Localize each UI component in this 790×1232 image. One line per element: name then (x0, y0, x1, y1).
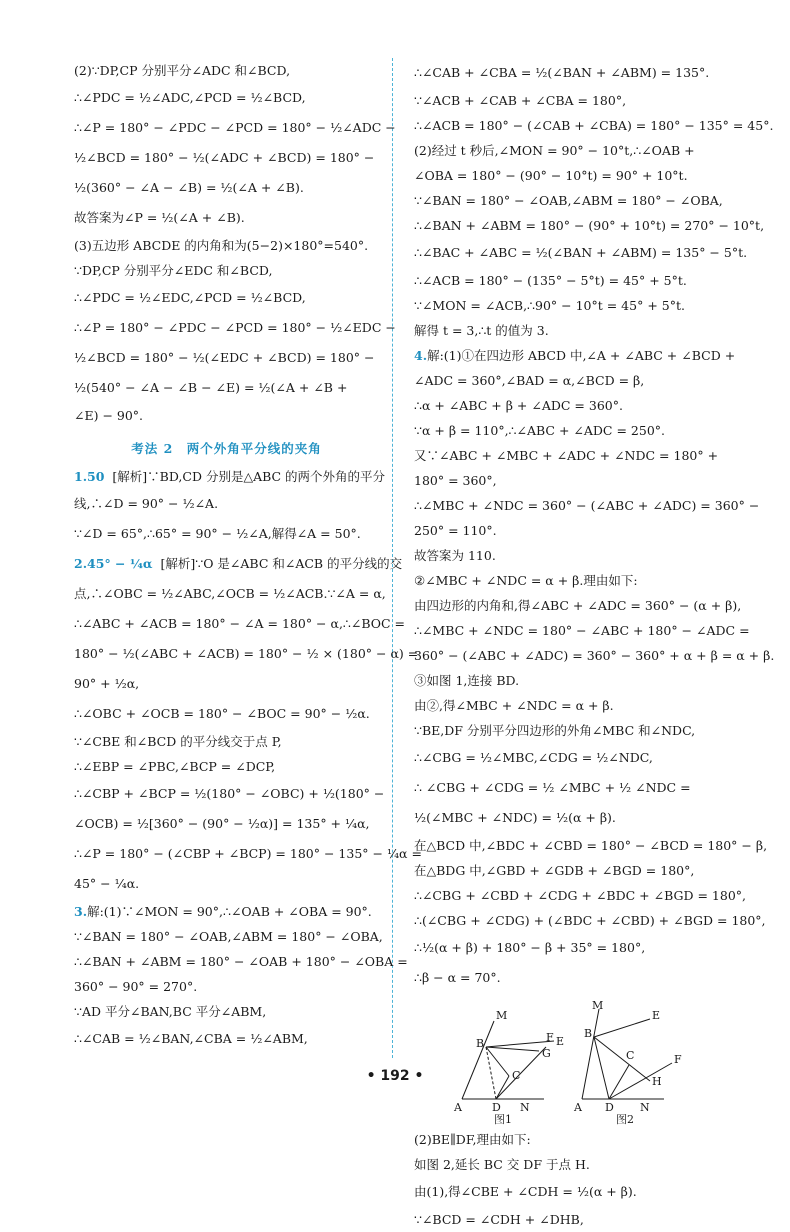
text-line: ∴∠CBG + ∠CBD + ∠CDG + ∠BDC + ∠BGD = 180°, (414, 888, 747, 903)
geometry-figures (414, 999, 719, 1126)
text-line: ∴∠CBP + ∠BCP = ½(180° − ∠OBC) + ½(180° − (74, 786, 385, 801)
text-line: 180° = 360°, (414, 473, 497, 488)
text-line: ∴∠ACB = 180° − (135° − 5°t) = 45° + 5°t. (414, 273, 687, 288)
text-line: ∴∠EBP = ∠PBC,∠BCP = ∠DCP, (74, 759, 276, 774)
text-line: ∴½(α + β) + 180° − β + 35° = 180°, (414, 940, 646, 955)
fig2-label: B (584, 1027, 593, 1040)
text-line: 故答案为∠P = ½(∠A + ∠B). (74, 210, 245, 225)
text-line: ∴∠BAC + ∠ABC = ½(∠BAN + ∠ABM) = 135° − 5°t. (414, 245, 748, 260)
text-line: 360° − (∠ABC + ∠ADC) = 360° − 360° + α + β = α + β. (414, 648, 775, 663)
fig1-label: D (492, 1101, 501, 1114)
text-line: ∴(∠CBG + ∠CDG) + (∠BDC + ∠CBD) + ∠BGD = 180°, (414, 913, 766, 928)
fig1-label: B (476, 1037, 485, 1050)
text-line: ½(540° − ∠A − ∠B − ∠E) = ½(∠A + ∠B + (74, 380, 348, 395)
text-line: (2)∵DP,CP 分别平分∠ADC 和∠BCD, (74, 63, 291, 78)
section-title: 考法 2 两个外角平分线的夹角 (131, 441, 322, 456)
text-line: ③如图 1,连接 BD. (414, 673, 520, 688)
text-line: ∴∠OBC + ∠OCB = 180° − ∠BOC = 90° − ½α. (74, 706, 370, 721)
text-line: 故答案为 110. (414, 548, 496, 563)
text-line: ∵DP,CP 分别平分∠EDC 和∠BCD, (74, 263, 273, 278)
question-1-line (74, 464, 386, 489)
fig1-label: F (546, 1031, 554, 1044)
text-line: ②∠MBC + ∠NDC = α + β.理由如下: (414, 573, 638, 588)
fig2-label: D (605, 1101, 614, 1114)
fig1-label: N (520, 1101, 530, 1114)
text-line: 由四边形的内角和,得∠ABC + ∠ADC = 360° − (α + β), (414, 598, 742, 613)
text-line: ½(∠MBC + ∠NDC) = ½(α + β). (414, 810, 616, 825)
fig1-label: M (496, 1009, 508, 1022)
fig2-label: M (592, 999, 604, 1012)
text-line: ∴∠CBG = ½∠MBC,∠CDG = ½∠NDC, (414, 750, 653, 765)
text-line: ½∠BCD = 180° − ½(∠EDC + ∠BCD) = 180° − (74, 350, 375, 365)
text-line: [解析]∵BD,CD 分别是△ABC 的两个外角的平分 (112, 469, 386, 484)
text-line: ∠ADC = 360°,∠BAD = α,∠BCD = β, (414, 373, 645, 388)
text-line: ∴∠ABC + ∠ACB = 180° − ∠A = 180° − α,∴∠BOC = (74, 616, 406, 631)
text-line: ∴∠P = 180° − ∠PDC − ∠PCD = 180° − ½∠EDC − (74, 320, 396, 335)
line-am (462, 1021, 494, 1099)
text-line: 解:(1)∵∠MON = 90°,∴∠OAB + ∠OBA = 90°. (87, 904, 372, 919)
text-line: ∴β − α = 70°. (414, 970, 501, 985)
text-line: ∴∠BAN + ∠ABM = 180° − (90° + 10°t) = 270° − 10°t, (414, 218, 765, 233)
fig2-label: A (574, 1101, 582, 1114)
text-line: ∴∠CAB = ½∠BAN,∠CBA = ½∠ABM, (74, 1031, 308, 1046)
text-line: 又∵∠ABC + ∠MBC + ∠ADC + ∠NDC = 180° + (414, 448, 719, 463)
text-line: ∵AD 平分∠BAN,BC 平分∠ABM, (74, 1004, 267, 1019)
fig1-label: G (542, 1047, 551, 1060)
text-line: ∵∠MON = ∠ACB,∴90° − 10°t = 45° + 5°t. (414, 298, 685, 313)
text-line: ∠E) − 90°. (74, 408, 144, 423)
text-line: ∵∠ACB + ∠CAB + ∠CBA = 180°, (414, 93, 627, 108)
question-3-line (74, 899, 379, 924)
text-line: 180° − ½(∠ABC + ∠ACB) = 180° − ½ × (180° − α) = (74, 646, 419, 661)
text-line: 由②,得∠MBC + ∠NDC = α + β. (414, 698, 614, 713)
fig1-label: E (556, 1035, 565, 1048)
text-line: 360° − 90° = 270°. (74, 979, 198, 994)
text-line: ∵BE,DF 分别平分四边形的外角∠MBC 和∠NDC, (414, 723, 696, 738)
text-line: ∴ ∠CBG + ∠CDG = ½ ∠MBC + ½ ∠NDC = (414, 780, 691, 795)
text-line: 在△BDG 中,∠GBD + ∠GDB + ∠BGD = 180°, (414, 863, 695, 878)
text-line: ∴∠PDC = ½∠ADC,∠PCD = ½∠BCD, (74, 90, 306, 105)
text-line: ½∠BCD = 180° − ½(∠ADC + ∠BCD) = 180° − (74, 150, 375, 165)
fig2-label: E (652, 1009, 661, 1022)
text-line: ∴∠MBC + ∠NDC = 360° − (∠ABC + ∠ADC) = 360° − (414, 498, 760, 513)
text-line: ∵∠BCD = ∠CDH + ∠DHB, (414, 1212, 584, 1227)
text-line: ∴∠P = 180° − ∠PDC − ∠PCD = 180° − ½∠ADC − (74, 120, 396, 135)
page-number: • 192 • (366, 1068, 424, 1084)
text-line: 250° = 110°. (414, 523, 497, 538)
text-line: 在△BCD 中,∠BDC + ∠CBD = 180° − ∠BCD = 180° − β, (414, 838, 768, 853)
fig2-label: H (652, 1075, 662, 1088)
figures-svg (454, 999, 694, 1126)
text-line: 由(1),得∠CBE + ∠CDH = ½(α + β). (414, 1184, 637, 1199)
text-line: ½(360° − ∠A − ∠B) = ½(∠A + ∠B). (74, 180, 304, 195)
question-4-number: 4. (414, 348, 428, 363)
fig1-label: C (512, 1069, 521, 1082)
text-line: 解得 t = 3,∴t 的值为 3. (414, 323, 549, 338)
line-am (582, 1009, 599, 1099)
text-line: [解析]∵O 是∠ABC 和∠ACB 的平分线的交 (160, 556, 403, 571)
text-line: (2)BE∥DF,理由如下: (414, 1132, 531, 1147)
text-line: 90° + ½α, (74, 676, 140, 691)
figure-1-caption: 图1 (494, 1113, 512, 1126)
text-line: ∠OCB) = ½[360° − (90° − ½α)] = 135° + ¼α, (74, 816, 370, 831)
question-3-number: 3. (74, 904, 88, 919)
text-line: ∵α + β = 110°,∴∠ABC + ∠ADC = 250°. (414, 423, 665, 438)
text-line: 线,∴∠D = 90° − ½∠A. (74, 496, 219, 511)
text-line: ∵∠BAN = 180° − ∠OAB,∠ABM = 180° − ∠OBA, (74, 929, 383, 944)
text-line: ∴∠P = 180° − (∠CBP + ∠BCP) = 180° − 135° − ¼α = (74, 846, 422, 861)
fig2-label: F (674, 1053, 682, 1066)
left-column (74, 58, 422, 1054)
text-line: (2)经过 t 秒后,∠MON = 90° − 10°t,∴∠OAB + (414, 143, 695, 158)
text-line: ∴∠PDC = ½∠EDC,∠PCD = ½∠BCD, (74, 290, 306, 305)
figure-2-caption: 图2 (616, 1113, 634, 1126)
fig2-label: C (626, 1049, 635, 1062)
text-line: 解:(1)①在四边形 ABCD 中,∠A + ∠ABC + ∠BCD + (427, 348, 736, 363)
text-line: 点,∴∠OBC = ½∠ABC,∠OCB = ½∠ACB.∵∠A = α, (74, 586, 386, 601)
text-line: 如图 2,延长 BC 交 DF 于点 H. (414, 1157, 590, 1172)
question-4-line (414, 343, 736, 368)
text-line: ∴∠BAN + ∠ABM = 180° − ∠OAB + 180° − ∠OBA = (74, 954, 408, 969)
line-bg (486, 1047, 539, 1051)
line-be (594, 1019, 650, 1037)
text-line: ∠OBA = 180° − (90° − 10°t) = 90° + 10°t. (414, 168, 688, 183)
text-line: 45° − ¼α. (74, 876, 140, 891)
text-line: ∴∠MBC + ∠NDC = 180° − ∠ABC + 180° − ∠ADC = (414, 623, 750, 638)
fig2-label: N (640, 1101, 650, 1114)
fig1-label: A (454, 1101, 462, 1114)
text-line: ∴α + ∠ABC + β + ∠ADC = 360°. (414, 398, 623, 413)
text-line: ∴∠CAB + ∠CBA = ½(∠BAN + ∠ABM) = 135°. (414, 65, 710, 80)
figure-1 (462, 1021, 554, 1099)
text-line: ∵∠D = 65°,∴65° = 90° − ½∠A,解得∠A = 50°. (74, 526, 361, 541)
text-line: ∵∠CBE 和∠BCD 的平分线交于点 P, (74, 734, 282, 749)
text-line: ∵∠BAN = 180° − ∠OAB,∠ABM = 180° − ∠OBA, (414, 193, 723, 208)
text-line: ∴∠ACB = 180° − (∠CAB + ∠CBA) = 180° − 135° = 45°. (414, 118, 774, 133)
right-column (414, 58, 775, 1232)
question-2-line (74, 549, 403, 579)
question-2-answer: 2.45° − ¼α (74, 556, 153, 571)
question-1-answer: 1.50 (74, 469, 105, 484)
text-line: (3)五边形 ABCDE 的内角和为(5−2)×180°=540°. (74, 238, 369, 253)
